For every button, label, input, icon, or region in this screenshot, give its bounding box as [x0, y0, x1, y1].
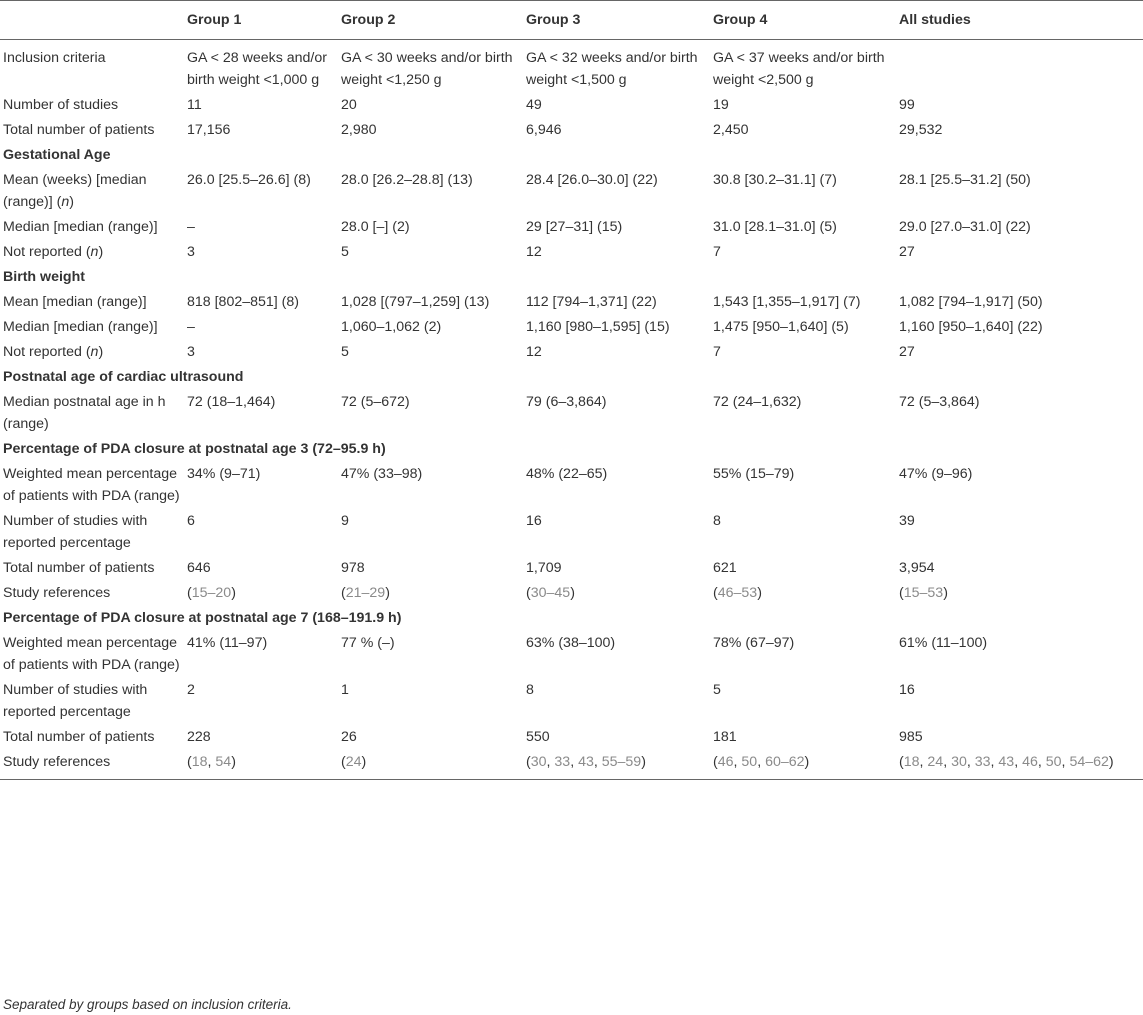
table-row	[0, 750, 1143, 780]
table-cell: 3,954	[899, 560, 935, 576]
table-cell	[899, 40, 1143, 94]
table-cell: –	[187, 219, 195, 235]
header-cell: Group 2	[341, 1, 526, 40]
header-cell	[0, 1, 187, 40]
table-cell: (46, 50, 60–62)	[713, 750, 899, 780]
table-cell: 72 (5–3,864)	[899, 394, 980, 410]
header-cell: Group 1	[187, 1, 341, 40]
table-cell: (15–53)	[899, 585, 948, 601]
table-cell: 72 (24–1,632)	[713, 394, 802, 410]
row-label: Total number of patients	[3, 560, 155, 576]
table-cell: (24)	[341, 750, 526, 780]
table-cell: 1,082 [794–1,917] (50)	[899, 294, 1043, 310]
table-row	[0, 725, 1143, 750]
table-footnote: Separated by groups based on inclusion criteria.	[3, 997, 292, 1012]
header-cell: Group 3	[526, 1, 713, 40]
table-cell: 1	[341, 682, 349, 698]
table-cell: 29.0 [27.0–31.0] (22)	[899, 219, 1031, 235]
table-row	[0, 678, 1143, 725]
table-cell: 5	[713, 682, 721, 698]
row-label: Number of studies	[3, 97, 119, 113]
section-row	[0, 143, 1143, 168]
table-cell: 17,156	[187, 122, 231, 138]
table-cell: 47% (33–98)	[341, 466, 423, 482]
section-row	[0, 606, 1143, 631]
table-row	[0, 340, 1143, 365]
table-cell: 47% (9–96)	[899, 466, 973, 482]
table-cell: 1,028 [(797–1,259] (13)	[341, 294, 490, 310]
section-label: Percentage of PDA closure at postnatal age 3 (72–95.9 h)	[3, 441, 386, 457]
section-label: Gestational Age	[3, 147, 111, 163]
section-row	[0, 365, 1143, 390]
row-label: Median postnatal age in h (range)	[3, 394, 166, 432]
table-cell: 6,946	[526, 122, 562, 138]
table-cell: 818 [802–851] (8)	[187, 294, 300, 310]
table-cell: 1,543 [1,355–1,917] (7)	[713, 294, 861, 310]
table-cell: 5	[341, 244, 349, 260]
header-cell: All studies	[899, 1, 1143, 40]
header-row	[0, 1, 1143, 40]
table-cell: –	[187, 319, 195, 335]
row-label: Number of studies with reported percentage	[3, 682, 148, 720]
table-cell: (21–29)	[341, 585, 390, 601]
table-cell: 621	[713, 560, 737, 576]
header-cell: Group 4	[713, 1, 899, 40]
table-cell: 29,532	[899, 122, 943, 138]
row-label: Total number of patients	[3, 122, 155, 138]
table-cell: 1,160 [980–1,595] (15)	[526, 319, 670, 335]
table-cell: 12	[526, 344, 542, 360]
section-label: Postnatal age of cardiac ultrasound	[3, 369, 244, 385]
table-header	[0, 1, 1143, 40]
table-cell: (15–20)	[187, 585, 236, 601]
table-row	[0, 581, 1143, 606]
table-cell: 2,980	[341, 122, 377, 138]
table-cell: 41% (11–97)	[187, 635, 268, 651]
table-row	[0, 215, 1143, 240]
table-cell: 26.0 [25.5–26.6] (8)	[187, 172, 311, 188]
row-label: Total number of patients	[3, 729, 155, 745]
table-cell: 1,060–1,062 (2)	[341, 319, 442, 335]
table-cell: 28.1 [25.5–31.2] (50)	[899, 172, 1031, 188]
table-cell: 2	[187, 682, 195, 698]
table-row	[0, 631, 1143, 678]
table-cell: 978	[341, 560, 365, 576]
table-cell: 12	[526, 244, 542, 260]
table-row	[0, 315, 1143, 340]
table-cell: 77 % (–)	[341, 635, 395, 651]
table-cell: 5	[341, 344, 349, 360]
table-row	[0, 462, 1143, 509]
table-cell: 9	[341, 513, 349, 529]
table-body	[0, 40, 1143, 780]
table-cell: 49	[526, 97, 542, 113]
table-cell: GA < 37 weeks and/or birth weight <2,500 g	[713, 50, 885, 88]
table-cell: 30.8 [30.2–31.1] (7)	[713, 172, 837, 188]
table-row	[0, 40, 1143, 94]
table-cell: 6	[187, 513, 195, 529]
table-row	[0, 168, 1143, 215]
section-row	[0, 265, 1143, 290]
section-row	[0, 437, 1143, 462]
table-cell: 26	[341, 729, 357, 745]
table-cell: 78% (67–97)	[713, 635, 795, 651]
table-row	[0, 556, 1143, 581]
row-label: Number of studies with reported percentage	[3, 513, 148, 551]
table-cell: 1,475 [950–1,640] (5)	[713, 319, 849, 335]
table-cell: 7	[713, 244, 721, 260]
row-label: Not reported (n)	[3, 344, 104, 360]
table-cell: 20	[341, 97, 357, 113]
table-cell: 16	[526, 513, 542, 529]
table-cell: 99	[899, 97, 915, 113]
table-cell: 29 [27–31] (15)	[526, 219, 623, 235]
table-cell: 79 (6–3,864)	[526, 394, 607, 410]
row-label: Weighted mean percentage of patients with PDA (range)	[3, 635, 180, 673]
row-label: Median [median (range)]	[3, 219, 158, 235]
row-label: Mean (weeks) [median (range)] (n)	[3, 172, 147, 210]
table-cell: 61% (11–100)	[899, 635, 988, 651]
table-cell: 181	[713, 729, 737, 745]
table-row	[0, 290, 1143, 315]
table-cell: GA < 32 weeks and/or birth weight <1,500 g	[526, 50, 698, 88]
table-cell: GA < 30 weeks and/or birth weight <1,250 g	[341, 50, 513, 88]
table-cell: 39	[899, 513, 915, 529]
table-cell: 7	[713, 344, 721, 360]
row-label: Weighted mean percentage of patients with PDA (range)	[3, 466, 180, 504]
table-cell: 646	[187, 560, 211, 576]
row-label: Not reported (n)	[3, 244, 104, 260]
table-cell: 550	[526, 729, 550, 745]
table-cell: 112 [794–1,371] (22)	[526, 294, 657, 310]
table-cell: 8	[713, 513, 721, 529]
table-cell: GA < 28 weeks and/or birth weight <1,000 g	[187, 50, 327, 88]
table-cell: 3	[187, 344, 195, 360]
table-cell: (18, 24, 30, 33, 43, 46, 50, 54–62)	[899, 750, 1143, 780]
table-cell: 228	[187, 729, 211, 745]
table-cell: 72 (5–672)	[341, 394, 410, 410]
table-cell: 28.4 [26.0–30.0] (22)	[526, 172, 658, 188]
table-cell: 1,160 [950–1,640] (22)	[899, 319, 1043, 335]
table-cell: 19	[713, 97, 729, 113]
table-cell: (18, 54)	[187, 750, 341, 780]
row-label: Study references	[0, 750, 187, 780]
table-cell: 28.0 [–] (2)	[341, 219, 410, 235]
table-row	[0, 93, 1143, 118]
table-cell: 63% (38–100)	[526, 635, 616, 651]
table-cell: (46–53)	[713, 585, 762, 601]
table-cell: 8	[526, 682, 534, 698]
section-label: Birth weight	[3, 269, 85, 285]
table-cell: (30, 33, 43, 55–59)	[526, 750, 713, 780]
table-cell: 11	[187, 97, 202, 113]
table-cell: 55% (15–79)	[713, 466, 795, 482]
table-cell: 1,709	[526, 560, 562, 576]
table-cell: 27	[899, 344, 915, 360]
table-cell: 31.0 [28.1–31.0] (5)	[713, 219, 837, 235]
table-cell: 48% (22–65)	[526, 466, 608, 482]
table-cell: (30–45)	[526, 585, 575, 601]
table-cell: 16	[899, 682, 915, 698]
section-label: Percentage of PDA closure at postnatal age 7 (168–191.9 h)	[3, 610, 402, 626]
table-row	[0, 390, 1143, 437]
table-cell: 27	[899, 244, 915, 260]
row-label: Study references	[3, 585, 111, 601]
table-cell: 985	[899, 729, 923, 745]
row-label: Median [median (range)]	[3, 319, 158, 335]
table-row	[0, 118, 1143, 143]
table-cell: 28.0 [26.2–28.8] (13)	[341, 172, 473, 188]
table-row	[0, 240, 1143, 265]
table-cell: 2,450	[713, 122, 749, 138]
row-label: Mean [median (range)]	[3, 294, 147, 310]
table-cell: 3	[187, 244, 195, 260]
table-cell: 72 (18–1,464)	[187, 394, 276, 410]
table-row	[0, 509, 1143, 556]
row-label: Inclusion criteria	[3, 50, 106, 66]
table-cell: 34% (9–71)	[187, 466, 261, 482]
